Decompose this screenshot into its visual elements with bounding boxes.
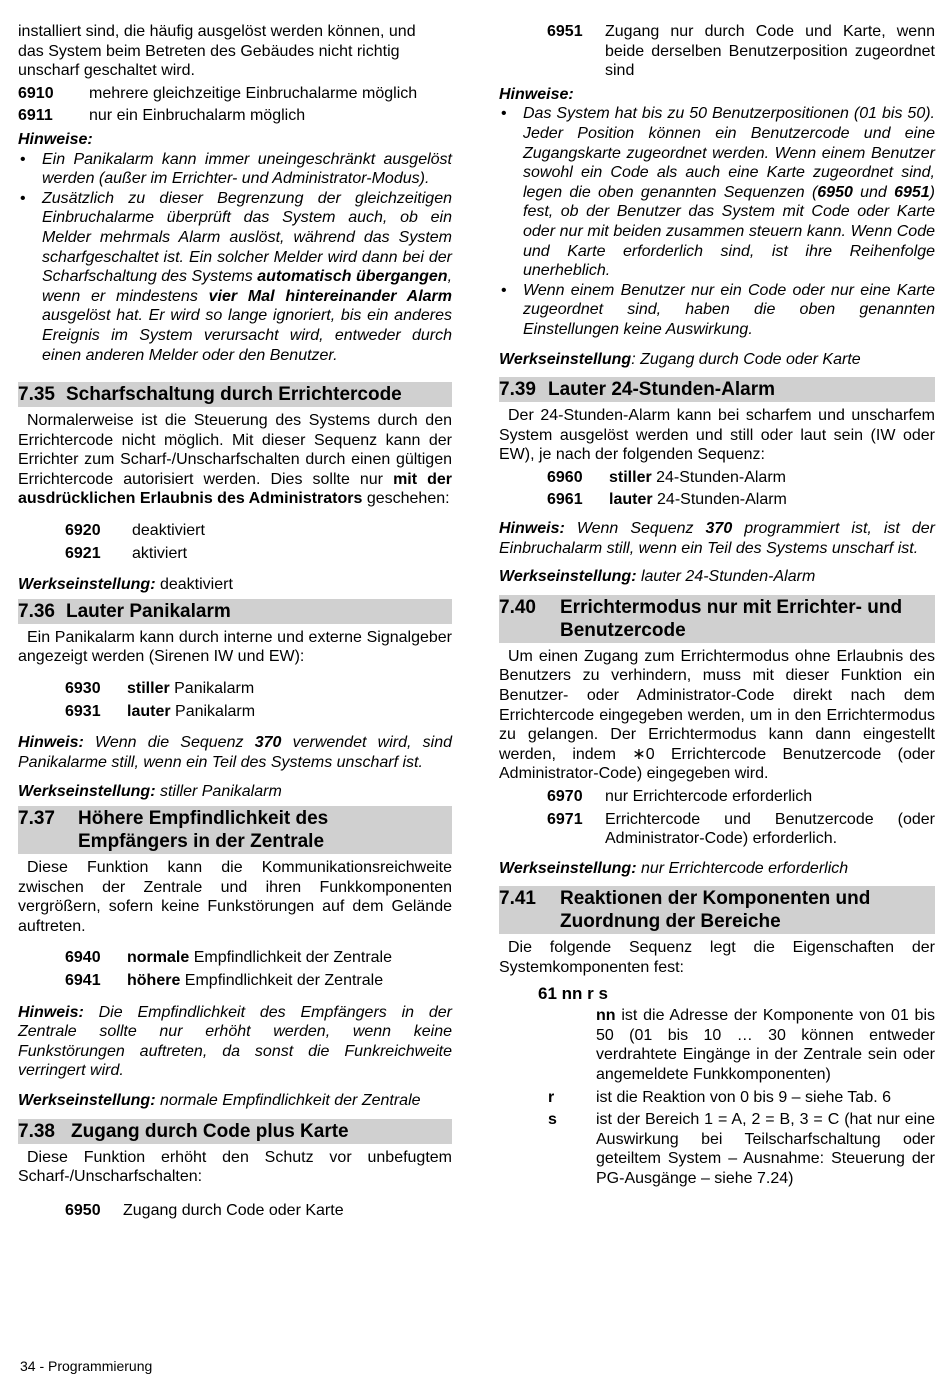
hinweis-item: • Zusätzlich zu dieser Begrenzung der gleichzeitigen Einbruchalarme überprüft das System auch, ob ein Melder mehrmals Alarm auslöst, während das System scharfgeschaltet ist. Ein solcher Melder wird dann bei der Scharfschaltung des Systems automatisch übergangen, wenn er mindestens vier Mal hintereinander Alarm ausgelöst hat. Er wird so lange ignoriert, bis ein anderes Ereignis im System verursacht wird, entweder durch einen anderen Melder oder den Benutzer. bbox=[18, 189, 452, 365]
werkseinstellung: Werkseinstellung: stiller Panikalarm bbox=[18, 783, 282, 801]
seq-list-695 bbox=[65, 1201, 452, 1221]
seq-row bbox=[18, 106, 452, 126]
hinweis: Hinweis: Wenn die Sequenz 370 verwendet wird, sind Panikalarme still, wenn ein Teil des Systems unscharf ist. bbox=[18, 734, 452, 771]
seq-code: 6911 bbox=[18, 107, 53, 125]
seq-list-697 bbox=[547, 787, 935, 849]
werkseinstellung: Werkseinstellung: Zugang durch Code oder Karte bbox=[499, 350, 861, 368]
section-text: Diese Funktion kann die Kommunikationsreichweite zwischen der Zentrale und ihren Funkkomponenten vergrößern, sofern keine Funkstörungen auf dem Gelände auftreten. bbox=[18, 859, 452, 935]
left-column bbox=[18, 22, 452, 1220]
seq-row: 6960 stiller 24-Stunden-Alarm bbox=[547, 468, 786, 486]
section-heading-7-39: 7.39 Lauter 24-Stunden-Alarm bbox=[499, 377, 935, 402]
section-heading-7-41: 7.41 Reaktionen der Komponenten und Zuordnung der Bereiche bbox=[499, 886, 935, 934]
section-heading-7-36: 7.36 Lauter Panikalarm bbox=[18, 599, 452, 624]
werkseinstellung: Werkseinstellung: deaktiviert bbox=[18, 576, 233, 594]
param-row: s ist der Bereich 1 = A, 2 = B, 3 = C (hat nur eine Auswirkung bei Teilscharfschaltung oder geteiltem System – Ausnahme: Steuerung der PG-Ausgänge – siehe 7.24) bbox=[548, 1111, 935, 1187]
section-heading-7-38: 7.38 Zugang durch Code plus Karte bbox=[18, 1119, 452, 1144]
seq-row bbox=[18, 84, 452, 104]
seq-code: 6910 bbox=[18, 84, 54, 102]
sequence-code: 61 nn r s bbox=[538, 983, 608, 1003]
right-column bbox=[499, 22, 935, 1189]
hinweis-item: • Ein Panikalarm kann immer uneingeschränkt ausgelöst werden (außer im Errichter- und Administrator-Modus). bbox=[18, 150, 452, 189]
seq-text: mehrere gleichzeitige Einbruchalarme möglich bbox=[89, 84, 418, 102]
hinweis: Hinweis: Die Empfindlichkeit des Empfängers in der Zentrale sollte nur erhöht werden, wenn keine Funkstörungen auftreten, da sonst die Funkreichweite verringert wird. bbox=[18, 1003, 452, 1080]
section-heading-7-40: 7.40 Errichtermodus nur mit Errichter- und Benutzercode bbox=[499, 595, 935, 643]
param-row: r ist die Reaktion von 0 bis 9 – siehe Tab. 6 bbox=[548, 1088, 891, 1106]
seq-list-696 bbox=[547, 468, 935, 510]
intro-line: installiert sind, die häufig ausgelöst werden können, und bbox=[18, 23, 416, 40]
seq-row: 6930 stiller Panikalarm bbox=[65, 680, 255, 698]
hinweise-label: Hinweise: bbox=[499, 85, 574, 103]
section-heading-7-37: 7.37 Höhere Empfindlichkeit des Empfängers in der Zentrale bbox=[18, 806, 452, 854]
section-text: Diese Funktion erhöht den Schutz vor unbefugtem Scharf-/Unscharfschalten: bbox=[18, 1148, 452, 1186]
werkseinstellung: Werkseinstellung: normale Empfindlichkeit der Zentrale bbox=[18, 1091, 421, 1109]
seq-row: 6950 Zugang durch Code oder Karte bbox=[65, 1201, 344, 1219]
intro-line: unscharf geschaltet wird. bbox=[18, 62, 195, 80]
seq-row: 6970 nur Errichtercode erforderlich bbox=[547, 788, 813, 805]
seq-row: 6931 lauter Panikalarm bbox=[65, 702, 256, 720]
section-text: Ein Panikalarm kann durch interne und externe Signalgeber angezeigt werden (Sirenen IW und EW): bbox=[18, 628, 452, 666]
section-text: Um einen Zugang zum Errichtermodus ohne Erlaubnis des Benutzers zu verhindern, muss mit dieser Funktion ein Benutzer- oder Administrator-Code direkt nach dem Errichtercode eingegeben werden, um in den Errichtermodus zu gelangen. Der Errichtermodus kann dann eingestellt werden, indem ∗0 Errichtercode Benutzercode (oder Administrator-Code) eingegeben wird. bbox=[499, 647, 935, 783]
seq-row: 6961 lauter 24-Stunden-Alarm bbox=[547, 491, 787, 509]
seq-row: 6920 deaktiviert bbox=[65, 522, 205, 540]
seq-row: 6940 normale Empfindlichkeit der Zentrale bbox=[65, 949, 393, 967]
seq-row: 6971 Errichtercode und Benutzercode (oder Administrator-Code) erforderlich. bbox=[547, 810, 935, 848]
intro-line: das System beim Betreten des Gebäudes nicht richtig bbox=[18, 42, 400, 60]
section-heading-7-35 bbox=[18, 382, 452, 407]
section-text: Normalerweise ist die Steuerung des Systems durch den Errichtercode nicht möglich. Mit dieser Sequenz kann der Errichter zum Scharf-/Unscharfschalten durch einen gültigen Errichtercode autorisiert werden. Dies sollte nur mit der ausdrücklichen Erlaubnis des Administrators geschehen: bbox=[18, 412, 453, 508]
hinweise-label: Hinweise: bbox=[18, 130, 93, 148]
seq-list-693 bbox=[65, 679, 452, 721]
seq-list-691 bbox=[18, 84, 452, 126]
section-text: Die folgende Sequenz legt die Eigenschaften der Systemkomponenten fest: bbox=[499, 939, 935, 976]
seq-list-692 bbox=[65, 521, 452, 563]
seq-list-694 bbox=[65, 948, 452, 990]
param-list bbox=[499, 1006, 935, 1188]
seq-row: 6951 Zugang nur durch Code und Karte, wenn beide derselben Benutzerposition zugeordnet sind bbox=[547, 23, 935, 80]
section-title: Scharfschaltung durch Errichtercode bbox=[66, 384, 402, 406]
hinweis-item: • Wenn einem Benutzer nur ein Code oder nur eine Karte zugeordnet sind, haben die oben genannten Einstellungen keine Auswirkung. bbox=[499, 281, 935, 340]
page-footer: 34 - Programmierung bbox=[20, 1358, 153, 1374]
hinweise-list bbox=[499, 104, 935, 339]
section-text: Der 24-Stunden-Alarm kann bei scharfem und unscharfem System ausgelöst werden und still oder laut sein (IW oder EW), je nach der folgenden Sequenz: bbox=[499, 407, 935, 464]
seq-text: nur ein Einbruchalarm möglich bbox=[89, 107, 306, 125]
param-row: nn ist die Adresse der Komponente von 01 bis 50 (01 bis 10 … 30 können entweder verdrahtete Eingänge in der Zentrale sein oder angemeldete Funkkomponenten) bbox=[596, 1007, 935, 1083]
werkseinstellung: Werkseinstellung: nur Errichtercode erforderlich bbox=[499, 859, 849, 877]
hinweis-item: • Das System hat bis zu 50 Benutzerpositionen (01 bis 50). Jeder Position können ein Benutzercode und eine Zugangskarte zugeordnet werden. Wenn einem Benutzer sowohl ein Code als auch eine Karte zugeordnet sind, legen die oben genannten Sequenzen (6950 und 6951) fest, ob der Benutzer das System mit Code oder Karte oder nur mit beiden zusammen steuern kann. Wenn Code und Karte erforderlich sind, ist ihre Reihenfolge unerheblich. bbox=[499, 104, 935, 280]
hinweis: Hinweis: Wenn Sequenz 370 programmiert ist, ist der Einbruchalarm still, wenn ein Teil des Systems unscharf ist. bbox=[499, 520, 936, 557]
seq-row: 6941 höhere Empfindlichkeit der Zentrale bbox=[65, 971, 384, 989]
werkseinstellung: Werkseinstellung: lauter 24-Stunden-Alarm bbox=[499, 568, 816, 586]
hinweise-list bbox=[18, 150, 452, 366]
seq-row: 6921 aktiviert bbox=[65, 544, 188, 562]
section-number: 7.35 bbox=[18, 384, 55, 406]
